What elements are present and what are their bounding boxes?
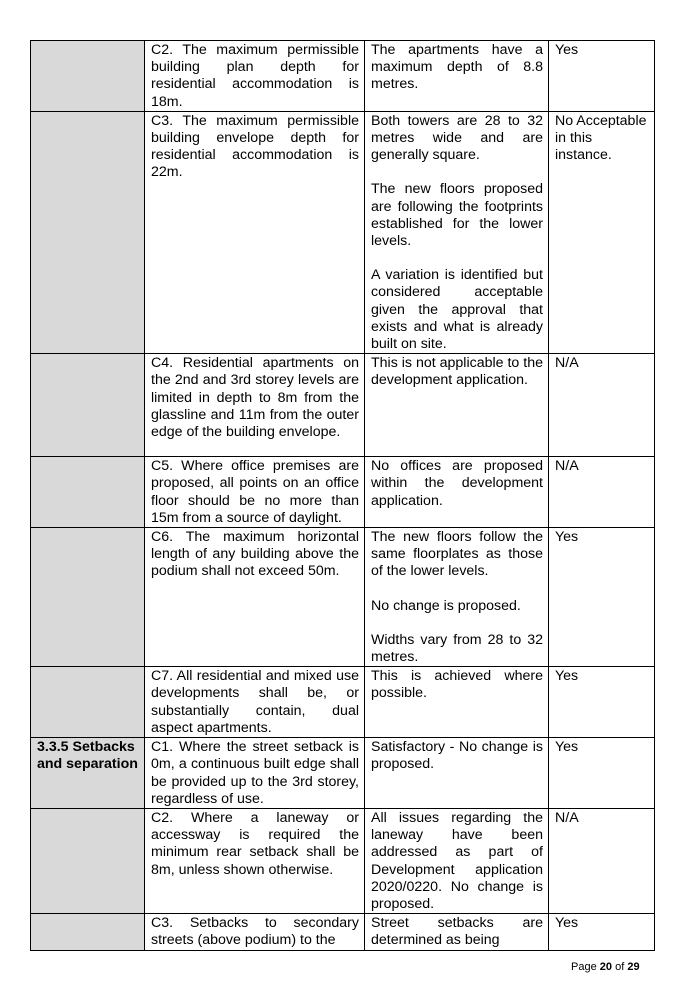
section-cell xyxy=(31,528,145,667)
compliance-cell: N/A xyxy=(549,354,655,457)
control-cell: C1. Where the street setback is 0m, a continuous built edge shall be provided up to the 3rd storey, regardless of use. xyxy=(145,738,365,809)
table-row xyxy=(31,528,655,667)
compliance-cell: Yes xyxy=(549,738,655,809)
response-paragraph: Street setbacks are determined as being xyxy=(371,915,543,949)
section-cell xyxy=(31,914,145,950)
response-cell xyxy=(365,41,549,112)
section-cell xyxy=(31,41,145,112)
section-cell xyxy=(31,808,145,913)
response-cell xyxy=(365,914,549,950)
table-row xyxy=(31,457,655,528)
response-paragraph: Both towers are 28 to 32 metres wide and are generally square. xyxy=(371,112,543,164)
response-paragraph: A variation is identified but considered acceptable given the approval that exists and what is already built on site. xyxy=(371,267,543,353)
compliance-cell: No Acceptable in this instance. xyxy=(549,111,655,353)
page-total: 29 xyxy=(627,961,640,973)
response-paragraph: The apartments have a maximum depth of 8.8 metres. xyxy=(371,42,543,93)
response-paragraph: Satisfactory - No change is proposed. xyxy=(371,739,543,773)
table-row xyxy=(31,111,655,353)
section-heading: 3.3.5 Setbacks and separation xyxy=(31,738,145,809)
control-cell: C6. The maximum horizontal length of any building above the podium shall not exceed 50m. xyxy=(145,528,365,667)
control-cell: C7. All residential and mixed use developments shall be, or substantially contain, dual aspect apartments. xyxy=(145,667,365,738)
response-cell xyxy=(365,667,549,738)
table-row xyxy=(31,41,655,112)
response-paragraph: All issues regarding the laneway have been addressed as part of Development application 2020/0220. No change is proposed. xyxy=(371,809,543,912)
response-cell xyxy=(365,808,549,913)
table-row xyxy=(31,738,655,809)
response-paragraph: This is achieved where possible. xyxy=(371,668,543,702)
section-cell xyxy=(31,457,145,528)
control-cell: C5. Where office premises are proposed, all points on an office floor should be no more than 15m from a source of daylight. xyxy=(145,457,365,528)
response-paragraph: Widths vary from 28 to 32 metres. xyxy=(371,631,543,666)
table-row xyxy=(31,914,655,950)
table-row xyxy=(31,354,655,457)
control-cell: C3. Setbacks to secondary streets (above podium) to the xyxy=(145,914,365,950)
control-cell: C4. Residential apartments on the 2nd and 3rd storey levels are limited in depth to 8m from the glassline and 11m from the outer edge of the building envelope. xyxy=(145,354,365,457)
response-paragraph: No change is proposed. xyxy=(371,597,521,614)
compliance-cell: Yes xyxy=(549,41,655,112)
response-cell xyxy=(365,528,549,667)
page-number xyxy=(571,961,640,974)
response-cell xyxy=(365,457,549,528)
compliance-cell: Yes xyxy=(549,528,655,667)
control-cell: C3. The maximum permissible building envelope depth for residential accommodation is 22m. xyxy=(145,111,365,353)
table-row xyxy=(31,808,655,913)
compliance-cell: Yes xyxy=(549,667,655,738)
section-cell xyxy=(31,667,145,738)
response-cell xyxy=(365,111,549,353)
compliance-cell: N/A xyxy=(549,808,655,913)
compliance-cell: N/A xyxy=(549,457,655,528)
page-current: 20 xyxy=(599,961,613,973)
control-cell: C2. The maximum permissible building plan depth for residential accommodation is 18m. xyxy=(145,41,365,112)
response-paragraph: The new floors follow the same floorplates as those of the lower levels. xyxy=(371,529,543,580)
response-paragraph: No offices are proposed within the development application. xyxy=(371,458,543,509)
section-cell xyxy=(31,354,145,457)
response-paragraph: The new floors proposed are following the footprints established for the lower levels. xyxy=(371,181,543,250)
response-cell xyxy=(365,738,549,809)
compliance-table xyxy=(30,40,655,951)
control-cell: C2. Where a laneway or accessway is required the minimum rear setback shall be 8m, unless shown otherwise. xyxy=(145,808,365,913)
page-of-label: of xyxy=(615,961,625,973)
page-label: Page xyxy=(571,961,597,973)
response-paragraph: This is not applicable to the development application. xyxy=(371,355,543,389)
table-row xyxy=(31,667,655,738)
compliance-cell: Yes xyxy=(549,914,655,950)
response-cell xyxy=(365,354,549,457)
section-cell xyxy=(31,111,145,353)
